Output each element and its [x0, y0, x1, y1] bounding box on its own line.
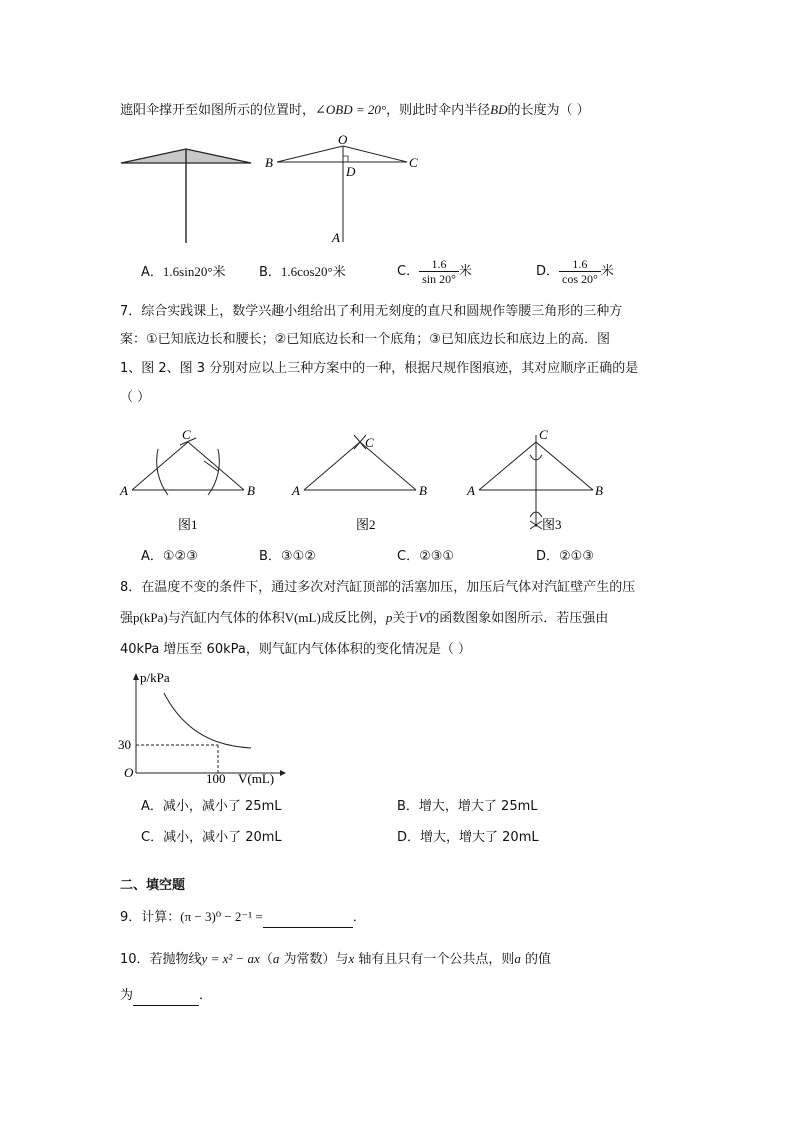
figure-1-caption: 图1 [178, 517, 198, 532]
fraction: $\frac{1.6}{\sin 20^\circ}$ [419, 257, 459, 286]
q10-line-2: 为 ． [120, 986, 212, 1006]
umbrella-geometry-figure [262, 132, 422, 247]
svg-text:A: A [467, 483, 475, 498]
q8-line-3: 40kPa 增压至 60kPa，则气缸内气体体积的变化情况是（ ） [120, 642, 471, 657]
q8-option-d[interactable]: D．增大，增大了 20mL [397, 830, 539, 845]
q10-line-1: 10．若抛物线y = x² − ax（a 为常数）与x 轴有且只有一个公共点，则a 的值 [120, 951, 552, 967]
q6-option-b[interactable]: B．1.6cos20°米 [259, 264, 346, 280]
figure-2 [290, 425, 440, 535]
q7-option-c[interactable]: C．②③① [397, 549, 455, 564]
fraction: $\frac{1.6}{\cos 20^\circ}$ [559, 257, 601, 286]
y-axis-label: p/kPa [140, 670, 170, 685]
q7-line-3: 1、图 2、图 3 分别对应以上三种方案中的一种，根据尺规作图痕迹，其对应顺序正确的是 [120, 361, 639, 376]
q6-option-a[interactable]: A．1.6sin20°米 [141, 264, 226, 280]
label-a: A [332, 230, 340, 245]
q7-option-b[interactable]: B．③①② [259, 549, 316, 564]
q8-option-a[interactable]: A．减小，减小了 25mL [141, 799, 282, 814]
q8-line-1: 8．在温度不变的条件下，通过多次对汽缸顶部的活塞加压，加压后气体对汽缸壁产生的压 [120, 580, 636, 595]
svg-text:C: C [365, 435, 374, 450]
q8-line-2: 强p(kPa)与汽缸内气体的体积V(mL)成反比例，p关于V的函数图象如图所示．若压强由 [120, 610, 609, 626]
label-d: D [346, 164, 356, 179]
svg-text:B: B [595, 483, 603, 498]
x-axis-label: V(mL) [238, 771, 275, 786]
q8-option-b[interactable]: B．增大，增大了 25mL [397, 799, 538, 814]
svg-text:B: B [247, 483, 255, 498]
angle-expression: ∠OBD = 20° [315, 102, 387, 117]
y-tick-label: 30 [118, 737, 131, 752]
q6-stem: 遮阳伞撑开至如图所示的位置时，∠OBD = 20°，则此时伞内半径BD的长度为（ ） [120, 102, 590, 118]
label-c: C [409, 155, 418, 170]
umbrella-figure [118, 135, 258, 247]
svg-text:C: C [539, 427, 548, 442]
q10-answer-blank[interactable] [133, 991, 199, 1006]
q9: 9．计算：(π − 3)⁰ − 2⁻¹ = ． [120, 907, 366, 928]
q7-line-4: （ ） [120, 390, 151, 405]
figure-1 [118, 425, 268, 535]
origin-label: O [124, 765, 134, 780]
x-tick-label: 100 [206, 771, 226, 786]
q7-option-d[interactable]: D．②①③ [536, 549, 594, 564]
pressure-volume-graph [118, 670, 288, 785]
label-b: B [265, 155, 273, 170]
svg-text:C: C [182, 427, 191, 442]
section-heading: 二、填空题 [120, 878, 186, 893]
q7-line-2: 案：①已知底边长和腰长；②已知底边长和一个底角；③已知底边长和底边上的高．图 [120, 332, 610, 347]
q7-option-a[interactable]: A．①②③ [141, 549, 198, 564]
q8-option-c[interactable]: C．减小，减小了 20mL [141, 830, 282, 845]
q6-option-c[interactable]: C． $\frac{1.6}{\sin 20^\circ}$ 米 [397, 257, 472, 286]
svg-text:A: A [120, 483, 128, 498]
q7-line-1: 7．综合实践课上，数学兴趣小组给出了利用无刻度的直尺和圆规作等腰三角形的三种方 [120, 304, 623, 319]
q9-answer-blank[interactable] [263, 913, 353, 928]
figure-3 [462, 425, 612, 535]
figure-3-caption: 图3 [542, 517, 562, 532]
figure-2-caption: 图2 [356, 517, 376, 532]
label-o: O [338, 132, 348, 147]
svg-text:A: A [292, 483, 300, 498]
q6-option-d[interactable]: D． $\frac{1.6}{\cos 20^\circ}$ 米 [536, 257, 614, 286]
svg-text:B: B [419, 483, 427, 498]
